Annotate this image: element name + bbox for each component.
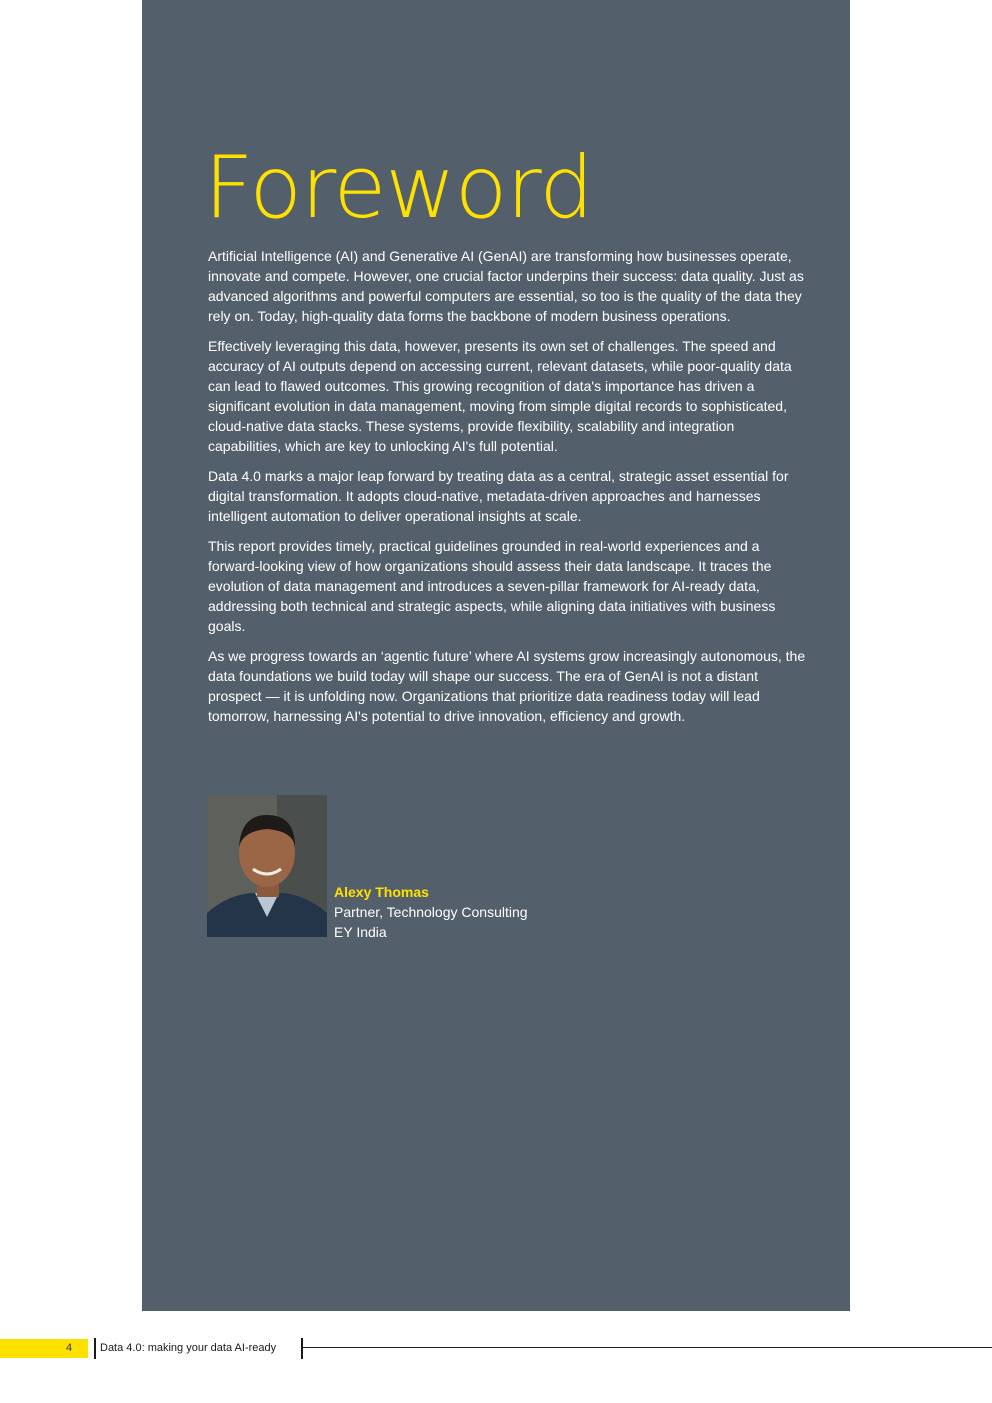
author-portrait-icon bbox=[207, 795, 327, 937]
paragraph: Effectively leveraging this data, however, presents its own set of challenges. The speed and accuracy of AI outputs depend on accessing current, relevant datasets, while poor-quality data can lead to flawed outcomes. This growing recognition of data's importance has driven a significant evolution in data management, moving from simple digital records to sophisticated, cloud-native data stacks. These systems, provide flexibility, scalability and integration capabilities, which are key to unlocking AI's full potential. bbox=[208, 338, 792, 454]
footer-accent-bar bbox=[0, 1339, 88, 1358]
paragraph: Artificial Intelligence (AI) and Generative AI (GenAI) are transforming how businesses operate, innovate and compete. However, one crucial factor underpins their success: data quality. Just as advanced algorithms and powerful computers are essential, so too is the quality of the data they rely on. Today, high-quality data forms the backbone of modern business operations. bbox=[208, 248, 804, 324]
footer-divider bbox=[94, 1338, 96, 1359]
paragraph: This report provides timely, practical guidelines grounded in real-world experiences and a forward-looking view of how organizations should assess their data landscape. It traces the evolution of data management and introduces a seven-pillar framework for AI-ready data, addressing both technical and strategic aspects, while aligning data initiatives with business goals. bbox=[208, 538, 776, 634]
paragraph: As we progress towards an ‘agentic future’ where AI systems grow increasingly autonomous, the data foundations we build today will shape our success. The era of GenAI is not a distant prospect — it is unfolding now. Organizations that prioritize data readiness today will lead tomorrow, harnessing AI's potential to drive innovation, efficiency and growth. bbox=[208, 648, 806, 724]
footer-document-title: Data 4.0: making your data AI-ready bbox=[100, 1342, 277, 1354]
footer-divider bbox=[301, 1338, 303, 1359]
author-photo bbox=[207, 795, 327, 937]
author-role: Partner, Technology Consulting bbox=[334, 904, 528, 920]
page-number: 4 bbox=[66, 1342, 73, 1354]
author-name: Alexy Thomas bbox=[334, 884, 429, 900]
author-block bbox=[334, 882, 528, 942]
footer-rule bbox=[303, 1347, 992, 1348]
page-title: Foreword bbox=[204, 138, 593, 238]
paragraph: Data 4.0 marks a major leap forward by treating data as a central, strategic asset essential for digital transformation. It adopts cloud-native, metadata-driven approaches and harnesses intelligent automation to deliver operational insights at scale. bbox=[208, 468, 789, 524]
foreword-body bbox=[208, 246, 808, 736]
author-organization: EY India bbox=[334, 924, 387, 940]
